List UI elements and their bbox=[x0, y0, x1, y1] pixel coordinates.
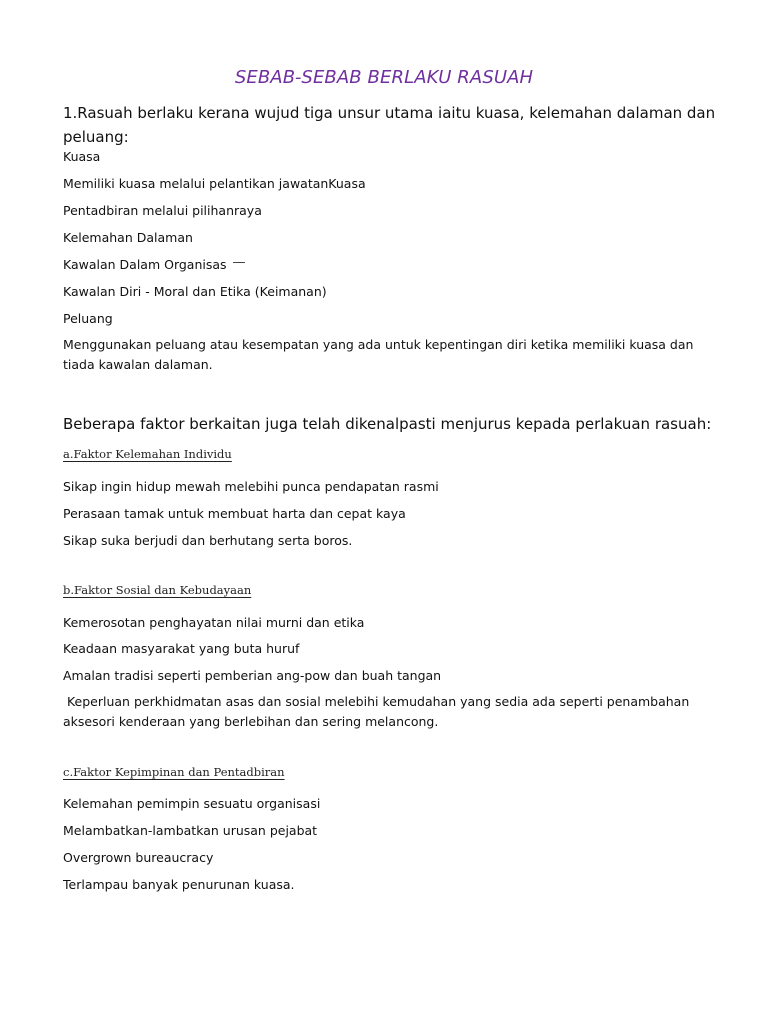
factor-b-paragraph-line-2: aksesori kenderaan yang berlebihan dan sering melancong. bbox=[63, 714, 439, 729]
intro-paragraph-line-1: Menggunakan peluang atau kesempatan yang ada untuk kepentingan diri ketika memiliki kuasa dan bbox=[63, 337, 694, 352]
intro-heading-line-2: peluang: bbox=[63, 128, 129, 146]
factor-b-item: Amalan tradisi seperti pemberian ang-pow dan buah tangan bbox=[63, 668, 442, 683]
page-title: SEBAB-SEBAB BERLAKU RASUAH bbox=[234, 67, 534, 88]
intro-line-kuasa: Kuasa bbox=[63, 149, 101, 164]
factor-b-label: b.Faktor Sosial dan Kebudayaan bbox=[63, 583, 252, 597]
intro-line-kawalan-diri: Kawalan Diri - Moral dan Etika (Keimanan) bbox=[63, 284, 327, 299]
factor-c-label: c.Faktor Kepimpinan dan Pentadbiran bbox=[63, 765, 285, 779]
factor-a-item: Perasaan tamak untuk membuat harta dan cepat kaya bbox=[63, 506, 406, 521]
intro-line-peluang: Peluang bbox=[63, 311, 113, 326]
intro-line-kawalan-organisasi-text: Kawalan Dalam Organisas bbox=[63, 257, 227, 272]
factor-c-item: Terlampau banyak penurunan kuasa. bbox=[63, 877, 295, 892]
intro-heading-line-1: 1.Rasuah berlaku kerana wujud tiga unsur utama iaitu kuasa, kelemahan dalaman dan bbox=[63, 104, 716, 122]
factor-a-item: Sikap suka berjudi dan berhutang serta boros. bbox=[63, 533, 353, 548]
factors-heading: Beberapa faktor berkaitan juga telah dikenalpasti menjurus kepada perlakuan rasuah: bbox=[63, 415, 712, 433]
factor-c-item: Overgrown bureaucracy bbox=[63, 850, 214, 865]
factor-b-item: Kemerosotan penghayatan nilai murni dan etika bbox=[63, 615, 365, 630]
intro-paragraph-line-2: tiada kawalan dalaman. bbox=[63, 357, 213, 372]
intro-line-memiliki-kuasa: Memiliki kuasa melalui pelantikan jawatanKuasa bbox=[63, 176, 366, 191]
intro-line-kawalan-organisasi bbox=[63, 257, 245, 272]
factor-a-item: Sikap ingin hidup mewah melebihi punca pendapatan rasmi bbox=[63, 479, 439, 494]
factor-b-paragraph-line-1: Keperluan perkhidmatan asas dan sosial melebihi kemudahan yang sedia ada seperti penambahan bbox=[63, 694, 690, 709]
factor-c-item: Kelemahan pemimpin sesuatu organisasi bbox=[63, 796, 321, 811]
dash-mark bbox=[233, 262, 245, 263]
factor-c-item: Melambatkan-lambatkan urusan pejabat bbox=[63, 823, 318, 838]
intro-line-pentadbiran: Pentadbiran melalui pilihanraya bbox=[63, 203, 262, 218]
intro-line-kelemahan-dalaman: Kelemahan Dalaman bbox=[63, 230, 193, 245]
factor-a-label: a.Faktor Kelemahan Individu bbox=[63, 447, 232, 461]
factor-b-item: Keadaan masyarakat yang buta huruf bbox=[63, 641, 300, 656]
